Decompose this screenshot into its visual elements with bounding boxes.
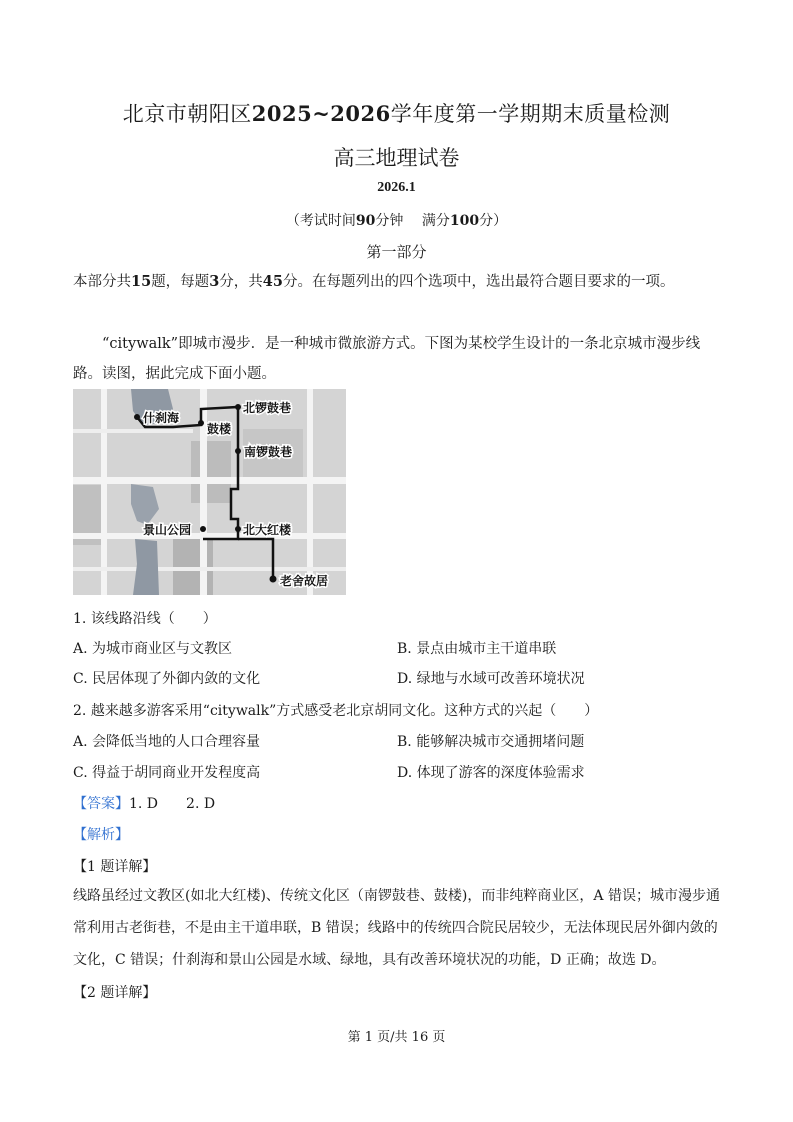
map-road: [73, 477, 346, 484]
detail-1-text: 线路虽经过文教区(如北大红楼)、传统文化区（南锣鼓巷、鼓楼)，而非纯粹商业区，A 错误；城市漫步通常利用古老街巷，不是由主干道串联，B 错误；线路中的传统四合院民居较少，无法体现民居外御内敛的文化，C 错误；什刹海和景山公园是水域、绿地，具有改善环境状况的功能，D 正确；故选 D。: [73, 888, 720, 968]
title-suffix: 学年度第一学期期末质量检测: [390, 102, 671, 126]
map-label-jingshan: 景山公园: [143, 523, 192, 537]
answer-text: 1. D 2. D: [129, 796, 216, 812]
q2-option-c[interactable]: C. 得益于胡同商业开发程度高: [73, 765, 261, 781]
map-label-nanluo: 南锣鼓巷: [244, 445, 293, 459]
map-road: [101, 389, 107, 595]
title-prefix: 北京市朝阳区: [122, 102, 252, 126]
map-label-shichahai: 什刹海: [143, 411, 180, 425]
question-1: 1. 该线路沿线（ ）: [73, 611, 217, 627]
map-point-shichahai: [134, 414, 140, 420]
exam-meta: （考试时间90分钟 满分100分）: [285, 213, 508, 229]
map-point-gulou: [198, 420, 204, 426]
q2-option-b[interactable]: B. 能够解决城市交通拥堵问题: [397, 734, 585, 750]
title-years: 2025~2026: [251, 101, 391, 126]
q2-option-d[interactable]: D. 体现了游客的深度体验需求: [397, 765, 585, 781]
map-road: [73, 567, 346, 571]
part-heading: 第一部分: [366, 243, 427, 261]
question-2: 2. 越来越多游客采用“citywalk”方式感受老北京胡同文化。这种方式的兴起（ ）: [73, 703, 599, 719]
answer-label: 【答案】: [73, 796, 129, 812]
exam-date: 2026.1: [377, 180, 416, 195]
map-point-beiluo: [235, 404, 241, 410]
map-point-nanluo: [235, 448, 241, 454]
instructions: 本部分共15题，每题3分，共45分。在每题列出的四个选项中，选出最符合题目要求的一项。: [73, 273, 675, 290]
exam-subtitle: 高三地理试卷: [333, 146, 460, 170]
detail-2-heading: 【2 题详解】: [73, 985, 157, 1001]
q1-option-c[interactable]: C. 民居体现了外御内敛的文化: [73, 671, 261, 687]
map-road: [73, 429, 193, 433]
answer-line: [73, 793, 215, 813]
q2-option-a[interactable]: A. 会降低当地的人口合理容量: [73, 734, 261, 750]
map-point-jingshan: [200, 526, 206, 532]
map-road: [307, 389, 313, 595]
q1-option-b[interactable]: B. 景点由城市主干道串联: [397, 641, 557, 657]
map-block: [191, 441, 231, 503]
q1-option-a[interactable]: A. 为城市商业区与文教区: [73, 641, 233, 657]
exam-title: [0, 98, 793, 128]
map-point-laoshe: [270, 576, 277, 583]
citywalk-route-map: [73, 389, 346, 595]
detail-1-heading: 【1 题详解】: [73, 859, 157, 875]
map-label-gulou: 鼓楼: [207, 422, 232, 436]
q1-option-d[interactable]: D. 绿地与水域可改善环境状况: [397, 671, 585, 687]
map-label-laoshe: 老舍故居: [280, 574, 329, 588]
map-label-beiluo: 北锣鼓巷: [243, 401, 292, 415]
page-footer: 第 1 页/共 16 页: [347, 1030, 446, 1045]
map-point-beida: [235, 526, 241, 532]
map-water: [133, 539, 159, 595]
map-label-beida: 北大红楼: [243, 523, 292, 537]
intro-paragraph: “citywalk”即城市漫步．是一种城市微旅游方式。下图为某校学生设计的一条北京城市漫步线路。读图，据此完成下面小题。: [73, 336, 701, 382]
analysis-label: 【解析】: [73, 827, 129, 843]
